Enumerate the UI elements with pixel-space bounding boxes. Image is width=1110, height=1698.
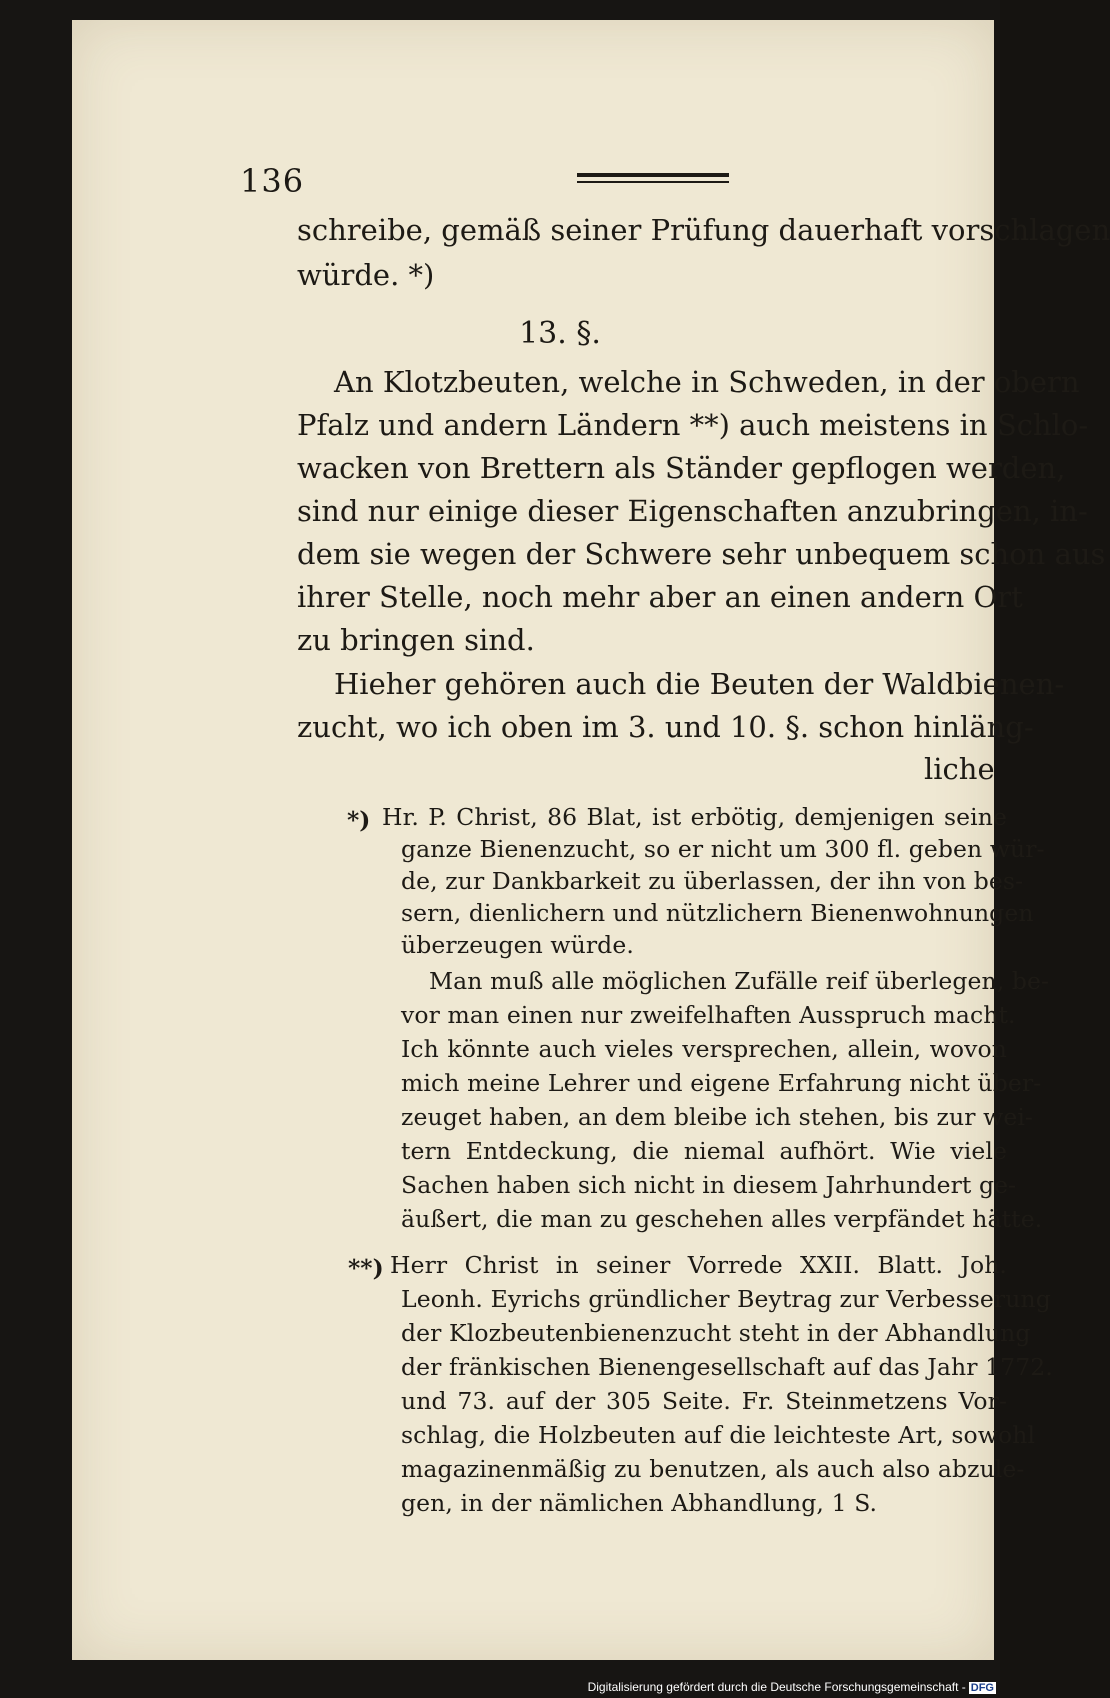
footnote-line: mich meine Lehrer und eigene Erfahrung nicht über-: [401, 1069, 1042, 1097]
footnote-marker: *): [347, 806, 371, 834]
footnote-line: Hr. P. Christ, 86 Blat, ist erbötig, demjenigen seine: [382, 803, 1007, 831]
body-line: dem sie wegen der Schwere sehr unbequem schon aus: [297, 537, 1106, 571]
footnote-line: Man muß alle möglichen Zufälle reif überlegen, be-: [429, 967, 1050, 995]
section-heading: 13. §.: [519, 316, 601, 351]
book-page: [72, 20, 1110, 1660]
footnote-line: Ich könnte auch vieles versprechen, allein, wovon: [401, 1035, 1007, 1063]
footnote-line: der fränkischen Bienengesellschaft auf das Jahr 1772.: [401, 1353, 1053, 1381]
footnote-line: und 73. auf der 305 Seite. Fr. Steinmetzens Vor-: [401, 1387, 1007, 1415]
footnote-marker: **): [348, 1254, 384, 1282]
dfg-logo: DFG: [970, 1682, 994, 1694]
footnote-line: de, zur Dankbarkeit zu überlassen, der ihn von bes-: [401, 867, 1024, 895]
footnote-line: tern Entdeckung, die niemal aufhört. Wie viele: [401, 1137, 1007, 1165]
footnote-line: magazinenmäßig zu benutzen, als auch also abzule-: [401, 1455, 1025, 1483]
header-rule: [577, 173, 729, 183]
body-line: sind nur einige dieser Eigenschaften anzubringen, in-: [297, 494, 1088, 528]
footnote-line: Leonh. Eyrichs gründlicher Beytrag zur Verbesserung: [401, 1285, 1051, 1313]
body-line: Hieher gehören auch die Beuten der Waldbienen-: [334, 667, 1065, 701]
page-number: 136: [240, 162, 305, 200]
footnote-line: vor man einen nur zweifelhaften Ausspruch macht.: [401, 1001, 1016, 1029]
body-line: ihrer Stelle, noch mehr aber an einen andern Ort: [297, 580, 1023, 614]
body-line: wacken von Brettern als Ständer gepflogen werden,: [297, 451, 1066, 485]
footnote-line: überzeugen würde.: [401, 931, 634, 959]
footnote-line: sern, dienlichern und nützlichern Bienenwohnungen: [401, 899, 1034, 927]
body-line: An Klotzbeuten, welche in Schweden, in der obern: [334, 365, 1080, 399]
footnote-line: Sachen haben sich nicht in diesem Jahrhundert ge-: [401, 1171, 1017, 1199]
footnote-line: der Klozbeutenbienenzucht steht in der Abhandlung: [401, 1319, 1031, 1347]
body-line: zucht, wo ich oben im 3. und 10. §. schon hinläng-: [297, 710, 1034, 744]
footnote-line: Herr Christ in seiner Vorrede XXII. Blatt. Joh.: [390, 1251, 1007, 1279]
footnote-line: schlag, die Holzbeuten auf die leichteste Art, sowohl: [401, 1421, 1036, 1449]
credit-text: Digitalisierung gefördert durch die Deutsche Forschungsgemeinschaft -: [587, 1680, 966, 1694]
catchword: liche: [924, 752, 995, 786]
digitization-credit: [588, 1680, 996, 1694]
body-line: zu bringen sind.: [297, 623, 535, 657]
footnote-line: äußert, die man zu geschehen alles verpfändet hätte.: [401, 1205, 1043, 1233]
body-line: würde. *): [297, 258, 435, 292]
footnote-line: ganze Bienenzucht, so er nicht um 300 fl. geben wür-: [401, 835, 1045, 863]
body-line: schreibe, gemäß seiner Prüfung dauerhaft vorschlagen: [297, 213, 1110, 247]
body-line: Pfalz und andern Ländern **) auch meistens in Schlo-: [297, 408, 1089, 442]
footnote-line: zeuget haben, an dem bleibe ich stehen, bis zur wei-: [401, 1103, 1033, 1131]
footnote-line: gen, in der nämlichen Abhandlung, 1 S.: [401, 1489, 878, 1517]
